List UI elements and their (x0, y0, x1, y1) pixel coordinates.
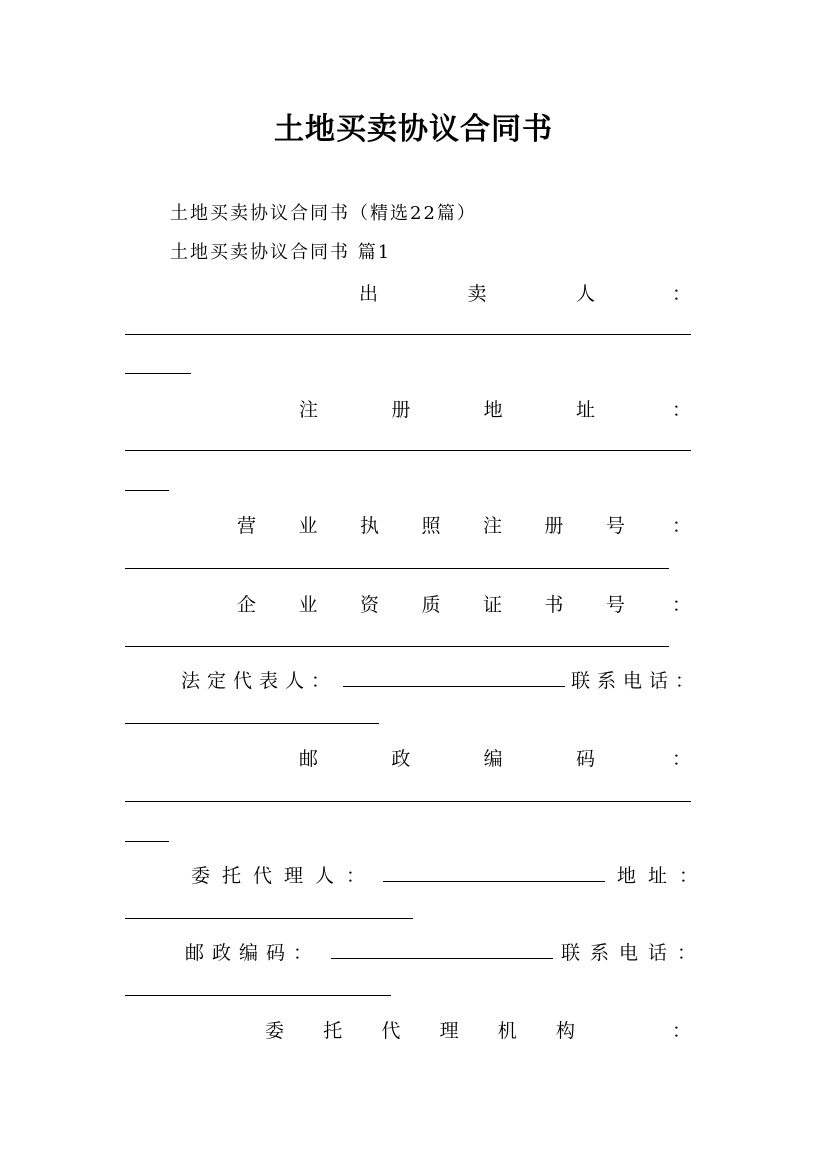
colon: ： (671, 748, 691, 770)
agency-char: 理 (439, 1020, 459, 1042)
phone1-blank-line[interactable] (125, 723, 379, 724)
license-no-char: 册 (544, 515, 564, 537)
qualification-no-char: 业 (298, 594, 318, 616)
phone2-label: 联系电话： (561, 942, 707, 964)
agent-label: 委托代理人： (191, 865, 378, 887)
qualification-no-blank-line[interactable] (125, 646, 669, 647)
address-label: 地址： (617, 865, 711, 887)
legal-rep-label: 法定代表人： (181, 670, 338, 692)
postcode-char: 政 (391, 748, 411, 770)
seller-label (125, 279, 691, 306)
document-subtitle: 土地买卖协议合同书（精选22篇） (170, 203, 477, 224)
colon: ： (671, 283, 691, 305)
license-no-char: 业 (298, 515, 318, 537)
section-heading: 土地买卖协议合同书 篇1 (170, 242, 392, 263)
agent-blank[interactable] (383, 861, 605, 882)
agency-label (125, 1016, 691, 1043)
license-no-char: 号 (605, 515, 625, 537)
seller-char: 人 (575, 283, 595, 305)
qualification-no-char: 企 (237, 594, 257, 616)
reg-address-label (125, 395, 691, 422)
license-no-label (125, 511, 691, 538)
qualification-no-char: 号 (605, 594, 625, 616)
reg-address-char: 册 (391, 399, 411, 421)
seller-char: 出 (359, 283, 379, 305)
reg-address-char: 注 (299, 399, 319, 421)
postcode2-blank[interactable] (331, 938, 553, 959)
colon: ： (671, 515, 691, 537)
reg-address-char: 地 (483, 399, 503, 421)
license-no-char: 注 (482, 515, 502, 537)
agency-char: 委 (265, 1020, 285, 1042)
postcode-label (125, 744, 691, 771)
license-no-char: 营 (237, 515, 257, 537)
postcode2-label: 邮政编码： (185, 942, 321, 964)
colon: ： (671, 594, 691, 616)
qualification-no-char: 书 (544, 594, 564, 616)
postcode-blank-line[interactable] (125, 801, 691, 802)
address-label-wrap (617, 861, 711, 888)
license-no-char: 照 (421, 515, 441, 537)
seller-char: 卖 (467, 283, 487, 305)
license-no-blank-line[interactable] (125, 568, 669, 569)
license-no-char: 执 (359, 515, 379, 537)
postcode-blank-line-cont[interactable] (125, 841, 169, 842)
reg-address-char: 址 (575, 399, 595, 421)
qualification-no-char: 质 (421, 594, 441, 616)
colon: ： (671, 399, 691, 421)
legal-rep-blank[interactable] (343, 666, 565, 687)
qualification-no-char: 资 (359, 594, 379, 616)
seller-blank-line[interactable] (125, 334, 691, 335)
reg-address-blank-line-cont[interactable] (125, 490, 169, 491)
agency-char: 托 (323, 1020, 343, 1042)
address-blank-line[interactable] (125, 918, 413, 919)
agency-char: 代 (381, 1020, 401, 1042)
qualification-no-label (125, 590, 691, 617)
reg-address-blank-line[interactable] (125, 450, 691, 451)
colon: ： (671, 1020, 691, 1042)
document-title: 土地买卖协议合同书 (274, 112, 553, 147)
phone2-blank-line[interactable] (125, 995, 391, 996)
qualification-no-char: 证 (482, 594, 502, 616)
postcode-char: 码 (575, 748, 595, 770)
postcode-char: 编 (483, 748, 503, 770)
agency-char: 构 (555, 1020, 575, 1042)
postcode-char: 邮 (299, 748, 319, 770)
agency-char: 机 (497, 1020, 517, 1042)
phone1-label: 联系电话： (571, 670, 702, 692)
seller-blank-line-cont[interactable] (125, 373, 191, 374)
